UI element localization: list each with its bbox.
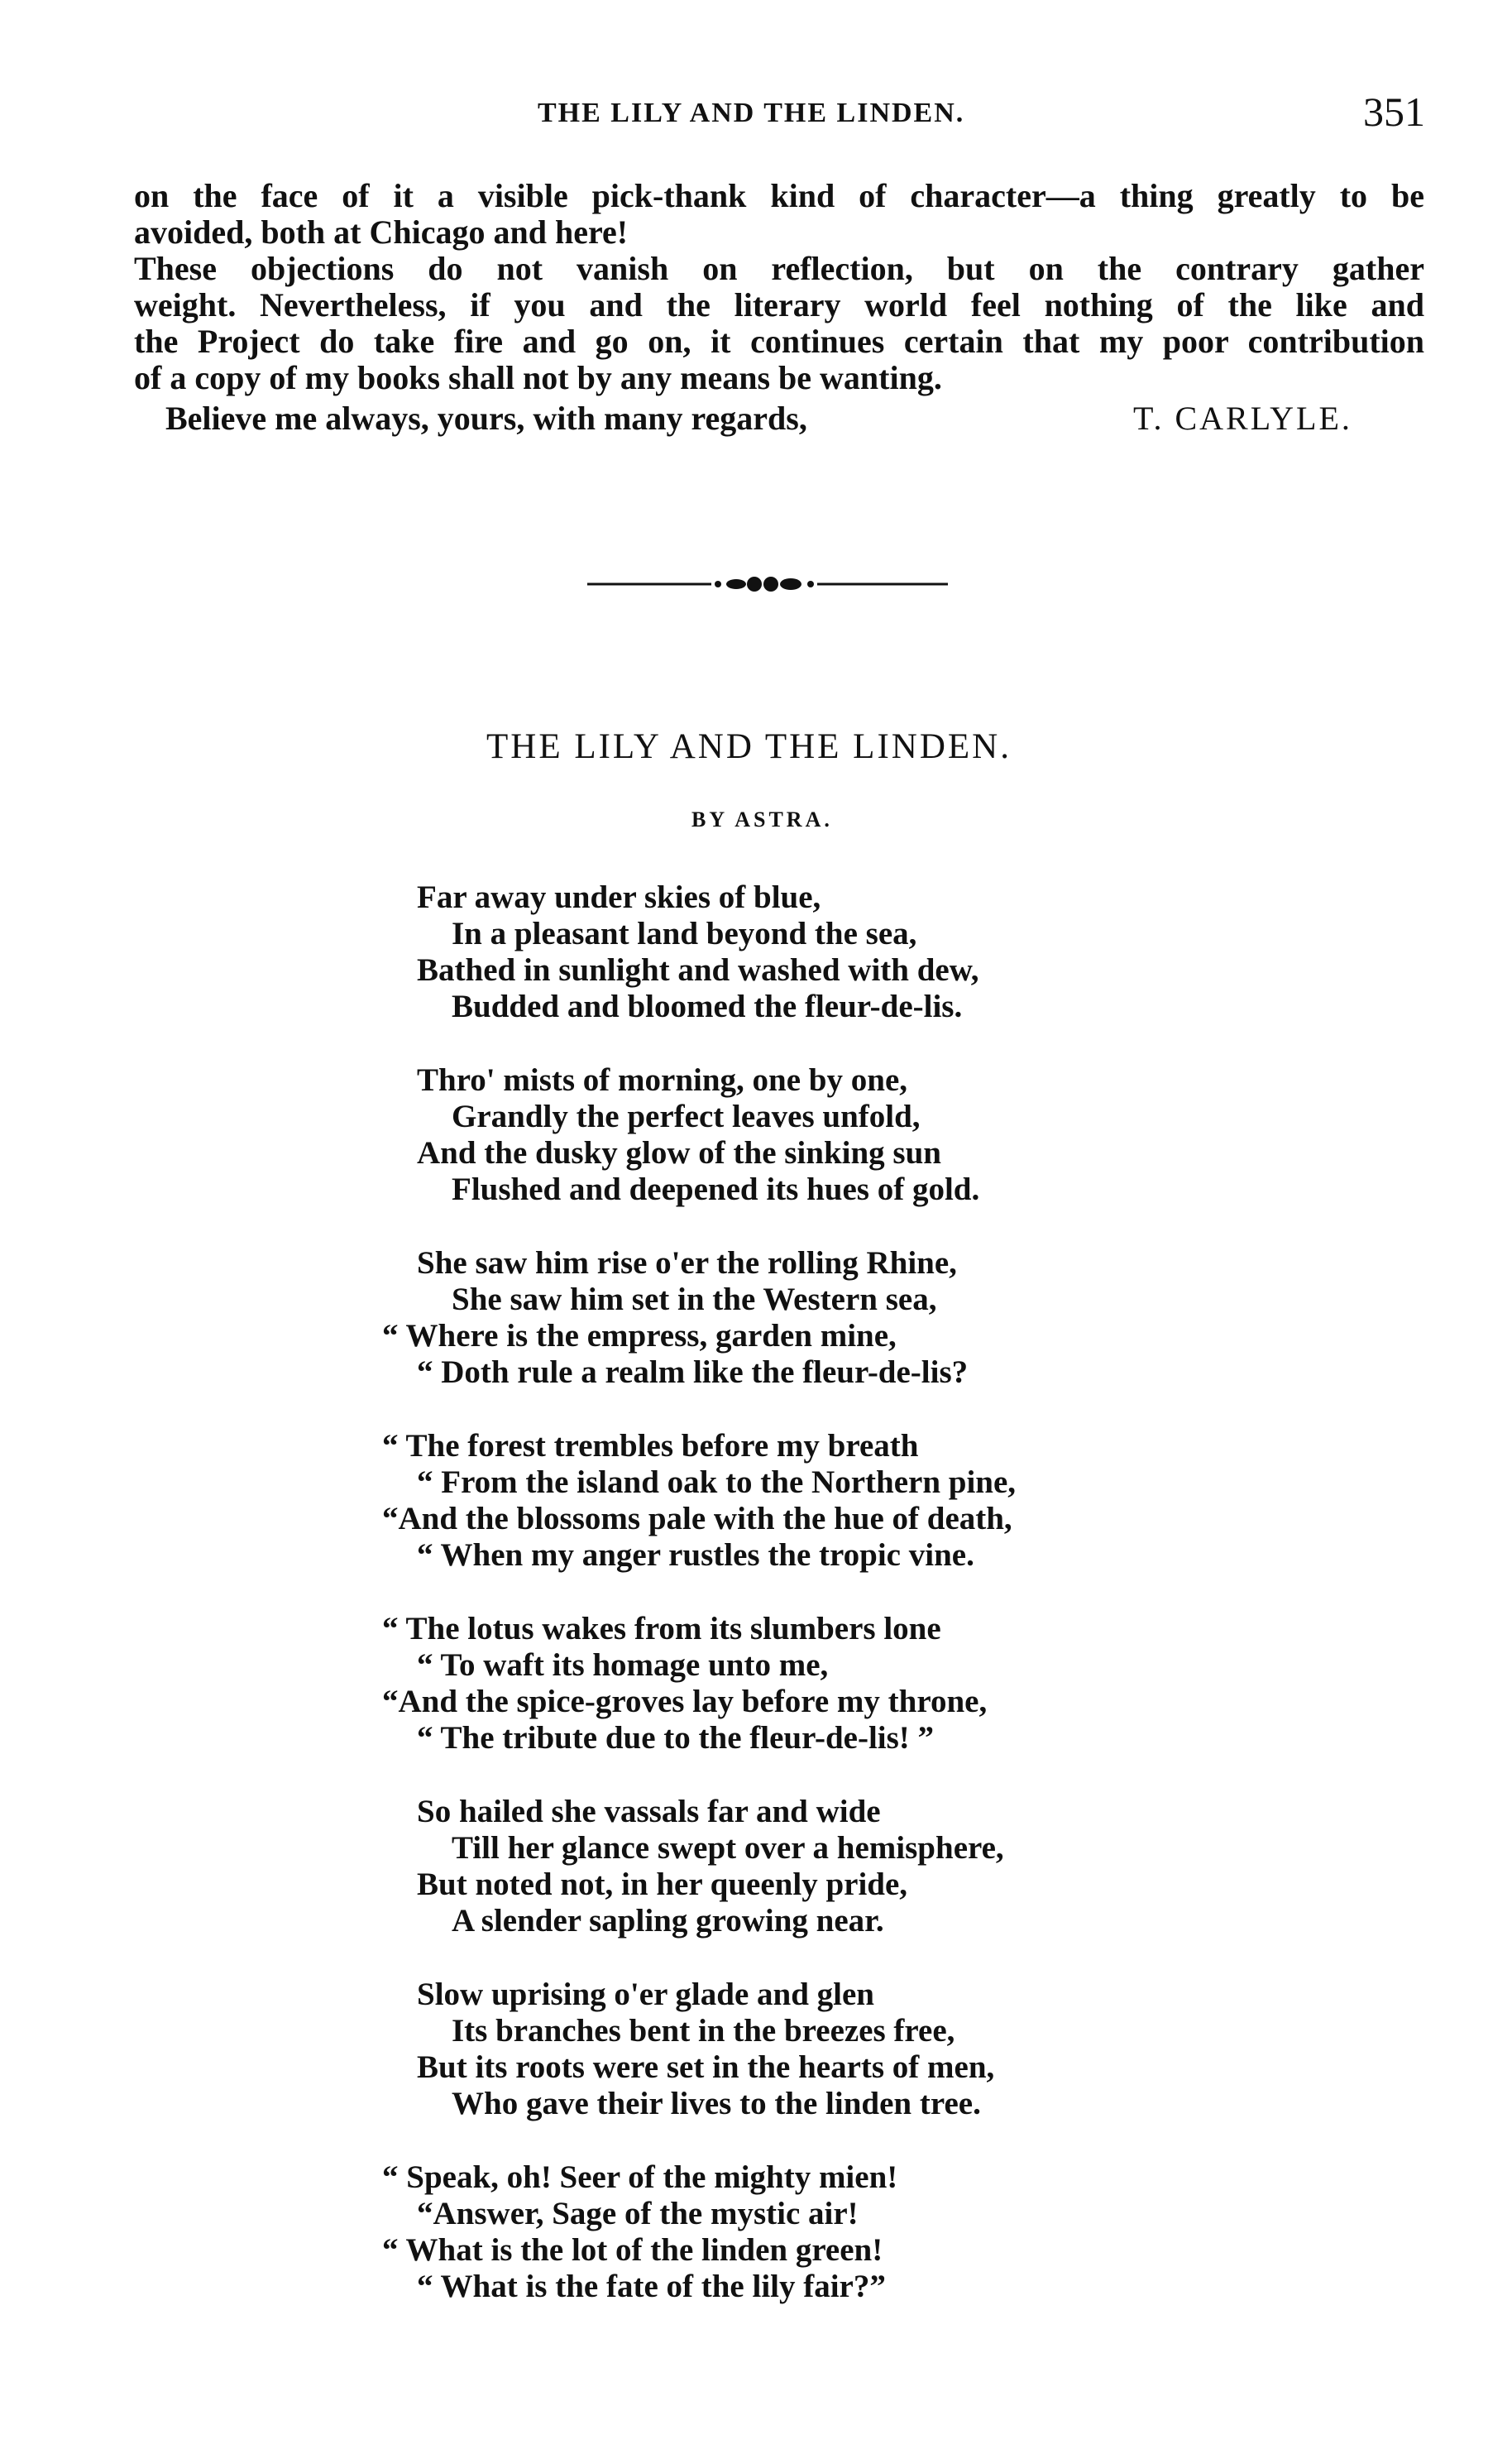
letter-line: These objections do not vanish on reflection, but on the contrary gather — [134, 250, 1424, 287]
verse-line: “And the blossoms pale with the hue of death, — [382, 1501, 1012, 1536]
verse-line: “Answer, Sage of the mystic air! — [417, 2196, 859, 2231]
verse-line: But noted not, in her queenly pride, — [417, 1867, 908, 1902]
verse-line: “ When my anger rustles the tropic vine. — [417, 1537, 974, 1573]
verse-line: “ What is the lot of the linden green! — [382, 2232, 883, 2268]
verse-line: Thro' mists of morning, one by one, — [417, 1062, 907, 1098]
verse-line: Grandly the perfect leaves unfold, — [452, 1099, 921, 1134]
verse-line: Who gave their lives to the linden tree. — [452, 2086, 981, 2121]
verse-line: “And the spice-groves lay before my throne, — [382, 1684, 988, 1719]
letter-line: of a copy of my books shall not by any means be wanting. — [134, 359, 942, 396]
verse-line: “ Doth rule a realm like the fleur-de-lis? — [417, 1354, 969, 1390]
verse-line: “ Where is the empress, garden mine, — [382, 1318, 897, 1354]
verse-line: Bathed in sunlight and washed with dew, — [417, 952, 979, 988]
verse-line: She saw him rise o'er the rolling Rhine, — [417, 1245, 957, 1281]
verse-line: Till her glance swept over a hemisphere, — [452, 1830, 1004, 1866]
verse-line: “ To waft its homage unto me, — [417, 1647, 829, 1683]
verse-line: She saw him set in the Western sea, — [452, 1282, 937, 1317]
verse-line: In a pleasant land beyond the sea, — [452, 916, 917, 951]
verse-line: “ Speak, oh! Seer of the mighty mien! — [382, 2159, 898, 2195]
verse-line: “ The lotus wakes from its slumbers lone — [382, 1611, 941, 1646]
verse-line: “ From the island oak to the Northern pine, — [417, 1464, 1017, 1500]
letter-line: avoided, both at Chicago and here! — [134, 213, 629, 251]
verse-line: Budded and bloomed the fleur-de-lis. — [452, 989, 963, 1024]
verse-line: “ The forest trembles before my breath — [382, 1428, 919, 1464]
verse-line: “ What is the fate of the lily fair?” — [417, 2269, 886, 2304]
letter-signature: T. CARLYLE. — [1133, 400, 1352, 437]
verse-line: Slow uprising o'er glade and glen — [417, 1977, 874, 2012]
verse-line: Its branches bent in the breezes free, — [452, 2013, 955, 2049]
page-number: 351 — [1363, 89, 1425, 135]
section-divider-ornament — [587, 574, 948, 594]
running-title: THE LILY AND THE LINDEN. — [538, 98, 965, 128]
verse-line: Far away under skies of blue, — [417, 879, 821, 915]
verse-line: But its roots were set in the hearts of men, — [417, 2049, 995, 2085]
letter-signoff: Believe me always, yours, with many regards, — [165, 400, 807, 437]
letter-line: weight. Nevertheless, if you and the literary world feel nothing of the like and — [134, 286, 1424, 323]
letter-line: the Project do take fire and go on, it continues certain that my poor contribution — [134, 323, 1424, 360]
verse-line: A slender sapling growing near. — [452, 1903, 884, 1939]
verse-line: Flushed and deepened its hues of gold. — [452, 1172, 980, 1207]
poem-byline: BY ASTRA. — [691, 808, 833, 832]
verse-line: And the dusky glow of the sinking sun — [417, 1135, 941, 1171]
letter-line: on the face of it a visible pick-thank kind of character—a thing greatly to be — [134, 177, 1424, 214]
poem-title: THE LILY AND THE LINDEN. — [486, 727, 1012, 766]
verse-line: So hailed she vassals far and wide — [417, 1794, 881, 1829]
verse-line: “ The tribute due to the fleur-de-lis! ” — [417, 1720, 935, 1756]
